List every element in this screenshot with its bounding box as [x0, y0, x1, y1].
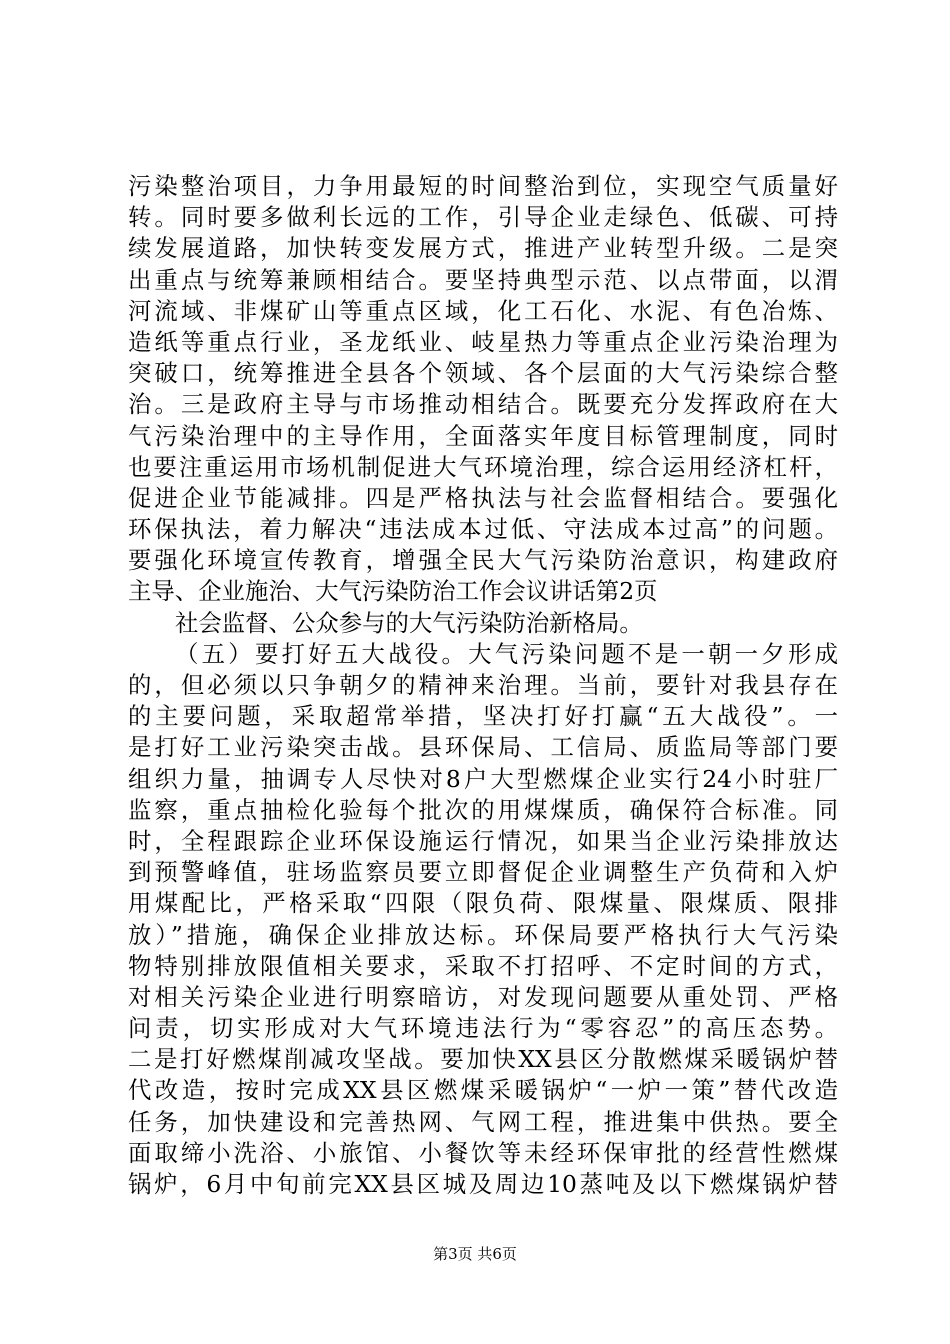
text-line: 二是打好燃煤削减攻坚战。要加快XX县区分散燃煤采暖锅炉替: [128, 1045, 838, 1074]
text-line: 到预警峰值，驻场监察员要立即督促企业调整生产负荷和入炉: [128, 858, 838, 887]
text-line: 社会监督、公众参与的大气污染防治新格局。: [175, 608, 643, 637]
text-line: 监察，重点抽检化验每个批次的用煤煤质，确保符合标准。同: [128, 795, 838, 824]
text-line: 锅炉，6月中旬前完XX县区城及周边10蒸吨及以下燃煤锅炉替: [128, 1170, 838, 1198]
text-line: （五）要打好五大战役。大气污染问题不是一朝一夕形成: [175, 639, 838, 668]
text-line: 面取缔小洗浴、小旅馆、小餐饮等未经环保审批的经营性燃煤: [128, 1138, 838, 1167]
text-line: 治。三是政府主导与市场推动相结合。既要充分发挥政府在大: [128, 390, 838, 419]
text-line: 的主要问题，采取超常举措，坚决打好打赢“五大战役”。一: [128, 702, 838, 731]
text-line: 放）”措施，确保企业排放达标。环保局要严格执行大气污染: [128, 920, 838, 949]
text-line: 转。同时要多做利长远的工作，引导企业走绿色、低碳、可持: [128, 203, 838, 232]
text-line: 组织力量，抽调专人尽快对8户大型燃煤企业实行24小时驻厂: [128, 764, 838, 793]
text-line: 问责，切实形成对大气环境违法行为“零容忍”的高压态势。: [128, 1014, 838, 1043]
text-line: 突破口，统筹推进全县各个领域、各个层面的大气污染综合整: [128, 359, 838, 388]
text-line: 河流域、非煤矿山等重点区域，化工石化、水泥、有色冶炼、: [128, 296, 838, 325]
page-footer: 第3页 共6页: [433, 1245, 517, 1263]
text-line: 造纸等重点行业，圣龙纸业、岐星热力等重点企业污染治理为: [128, 327, 838, 356]
text-line: 出重点与统筹兼顾相结合。要坚持典型示范、以点带面，以渭: [128, 265, 838, 294]
text-line: 促进企业节能减排。四是严格执法与社会监督相结合。要强化: [128, 483, 838, 512]
text-line: 对相关污染企业进行明察暗访，对发现问题要从重处罚、严格: [128, 982, 838, 1011]
text-line: 污染整治项目，力争用最短的时间整治到位，实现空气质量好: [128, 172, 838, 200]
text-line: 是打好工业污染突击战。县环保局、工信局、质监局等部门要: [128, 733, 838, 762]
text-line: 气污染治理中的主导作用，全面落实年度目标管理制度，同时: [128, 421, 838, 450]
text-line: 也要注重运用市场机制促进大气环境治理，综合运用经济杠杆，: [128, 452, 838, 481]
text-line: 要强化环境宣传教育，增强全民大气污染防治意识，构建政府: [128, 546, 838, 575]
text-line: 的，但必须以只争朝夕的精神来治理。当前，要针对我县存在: [128, 671, 838, 699]
text-line: 环保执法，着力解决“违法成本过低、守法成本过高”的问题。: [128, 515, 838, 544]
text-line: 物特别排放限值相关要求，采取不打招呼、不定时间的方式，: [128, 951, 838, 980]
text-line: 任务，加快建设和完善热网、气网工程，推进集中供热。要全: [128, 1107, 838, 1136]
text-line: 续发展道路，加快转变发展方式，推进产业转型升级。二是突: [128, 234, 838, 263]
body-text: [128, 171, 838, 1200]
text-line: 用煤配比，严格采取“四限（限负荷、限煤量、限煤质、限排: [128, 889, 838, 918]
text-line: 主导、企业施治、大气污染防治工作会议讲话第2页: [128, 577, 658, 606]
text-line: 时，全程跟踪企业环保设施运行情况，如果当企业污染排放达: [128, 826, 838, 855]
text-line: 代改造，按时完成XX县区燃煤采暖锅炉“一炉一策”替代改造: [128, 1076, 838, 1105]
